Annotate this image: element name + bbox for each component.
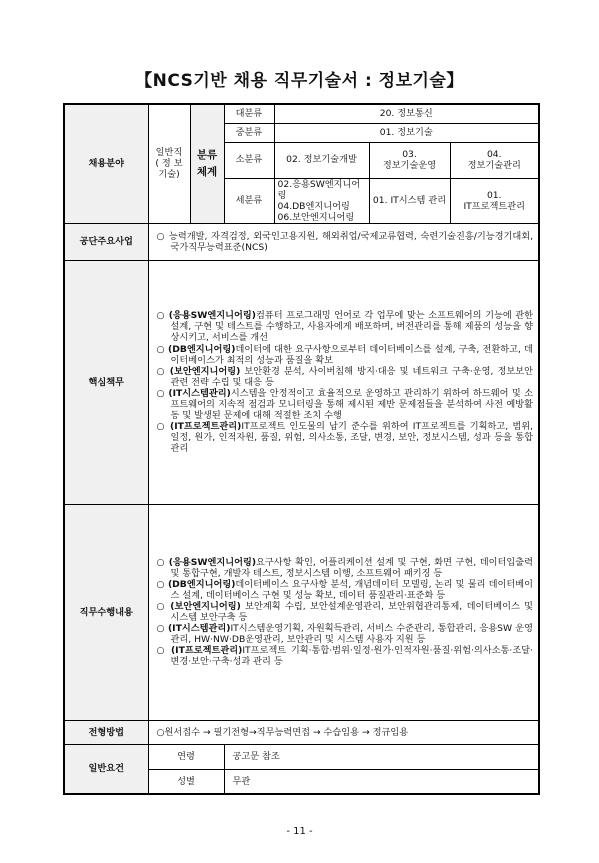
middle-value: 01. 정보기술 xyxy=(274,123,539,142)
minor-label: 소분류 xyxy=(224,142,274,178)
job-task-head: (DB엔지니어링) xyxy=(167,579,236,591)
job-description-table xyxy=(63,103,540,795)
middle-label: 중분류 xyxy=(224,123,274,142)
detail-value-3: 01. IT프로젝트관리 xyxy=(450,178,539,223)
job-task-head: (보안엔지니어링) xyxy=(170,601,241,613)
gender-label: 성별 xyxy=(148,769,224,794)
core-duty-head: (IT프로젝트관리) xyxy=(170,420,242,432)
job-task-head: (IT시스템관리) xyxy=(167,623,231,635)
minor-value-1: 02. 정보기술개발 xyxy=(274,142,369,178)
job-task-item: ○ (DB엔지니어링)데이터베이스 요구사항 분석, 개념데이터 모델링, 논리 및 물리 데이터베이스 설계, 데이터베이스 구현 및 성능 확보, 데이터 품질관리·표준화 등 xyxy=(156,579,534,602)
job-task-item: ○ (IT시스템관리)IT시스템운영기획, 자원획득관리, 서비스 수준관리, 통합관리, 응용SW 운영관리, HW·NW·DB운영관리, 보안관리 및 시스템 사용자 지원 등 xyxy=(156,623,534,646)
general-label: 일반요건 xyxy=(64,744,148,794)
job-task-head: (IT프로젝트관리) xyxy=(170,645,243,657)
core-duty-head: (IT시스템관리) xyxy=(168,387,231,399)
page-title: 【NCS기반 채용 직무기술서 : 정보기술】 xyxy=(135,71,464,91)
core-duty-item: ○ (보안엔지니어링) 보안환경 분석, 사이버침해 방지·대응 및 네트워크 구축·운영, 정보보안 관련 전략 수립 및 대응 등 xyxy=(156,365,534,388)
core-duty-item: ○ (IT프로젝트관리)IT프로젝트 인도물의 납기 준수를 위하여 IT프로젝트를 기획하고, 범위, 일정, 원가, 인적자원, 품질, 위험, 의사소통, 조달, 변경, 보안, 정보시스템, 성과 등을 통합 관리 xyxy=(156,420,534,454)
job-task-head: (응용SW엔지니어링) xyxy=(168,556,257,568)
detail-value-1: 02.응용SW엔지니어링 04.DB엔지니어링 06.보안엔지니어링 xyxy=(274,178,369,223)
main-business-text xyxy=(148,223,539,260)
major-label: 대분류 xyxy=(224,104,274,123)
detail-value-2: 01. IT시스템 관리 xyxy=(369,178,450,223)
process-label: 전형방법 xyxy=(64,720,148,744)
job-tasks-list xyxy=(148,504,539,720)
main-business-paragraph: ○ 능력개발, 자격검정, 외국인고용지원, 해외취업/국제교류협력, 숙련기술진흥/기능경기대회, 국가직무능력표준(NCS) xyxy=(156,230,534,253)
core-duties-label: 핵심책무 xyxy=(64,260,148,504)
page-number: - 11 - xyxy=(286,826,313,837)
major-value: 20. 정보통신 xyxy=(274,104,539,123)
core-duty-head: (응용SW엔지니어링) xyxy=(168,310,257,322)
core-duty-item: ○ (응용SW엔지니어링)컴퓨터 프로그래밍 언어로 각 업무에 맞는 소프트웨어의 기능에 관한 설계, 구현 및 테스트를 수행하고, 사용자에게 배포하며, 버전관리를 통해 제품의 성능을 향상시키고, 서비스를 개선 xyxy=(156,310,534,344)
job-type: 일반직 ( 정 보 기술) xyxy=(148,104,190,223)
job-tasks-label: 직무수행내용 xyxy=(64,504,148,720)
gender-value: 무관 xyxy=(224,769,539,794)
core-duty-head: (보안엔지니어링) xyxy=(169,365,241,377)
detail-label: 세분류 xyxy=(224,178,274,223)
minor-value-2: 03. 정보기술운영 xyxy=(369,142,450,178)
main-business-label: 공단주요사업 xyxy=(64,223,148,260)
core-duty-item: ○ (IT시스템관리)시스템을 안정적이고 효율적으로 운영하고 관리하기 위하여 하드웨어 및 소프트웨어의 지속적 점검과 모니터링을 통해 제시된 제반 문제점들을 분석하여 사전 예방활동 및 발생된 문제에 대해 적절한 조치 수행 xyxy=(156,387,534,421)
age-value: 공고문 참조 xyxy=(224,744,539,769)
job-task-item: ○ (보안엔지니어링) 보안계획 수립, 보안설계운영관리, 보안위협관리통제, 데이터베이스 및 시스템 보안구축 등 xyxy=(156,601,534,624)
classification-label: 분류 체계 xyxy=(190,104,224,223)
age-label: 연령 xyxy=(148,744,224,769)
core-duty-head: (DB엔지니어링) xyxy=(168,343,236,355)
minor-value-3: 04. 정보기술관리 xyxy=(450,142,539,178)
process-text: ○원서접수 → 필기전형→직무능력면접 → 수습임용 → 정규임용 xyxy=(148,720,539,744)
job-task-item: ○ (응용SW엔지니어링)요구사항 확인, 어플리케이션 설계 및 구현, 화면 구현, 데이터입출력 및 통합구현, 개발자 테스트, 정보시스템 이행, 소프트웨어 패키징 등 xyxy=(156,556,534,579)
core-duties-list xyxy=(148,260,539,504)
field-label: 채용분야 xyxy=(64,104,148,223)
core-duty-item: ○ (DB엔지니어링)데이터에 대한 요구사항으로부터 데이터베이스를 설계, 구축, 전환하고, 데이터베이스가 최적의 성능과 품질을 확보 xyxy=(156,343,534,366)
job-task-item: ○ (IT프로젝트관리)IT프로젝트 기획·통합·범위·일정·원가·인적자원·품질·위험·의사소통·조달·변경·보안·구축·성과 관리 등 xyxy=(156,645,534,668)
